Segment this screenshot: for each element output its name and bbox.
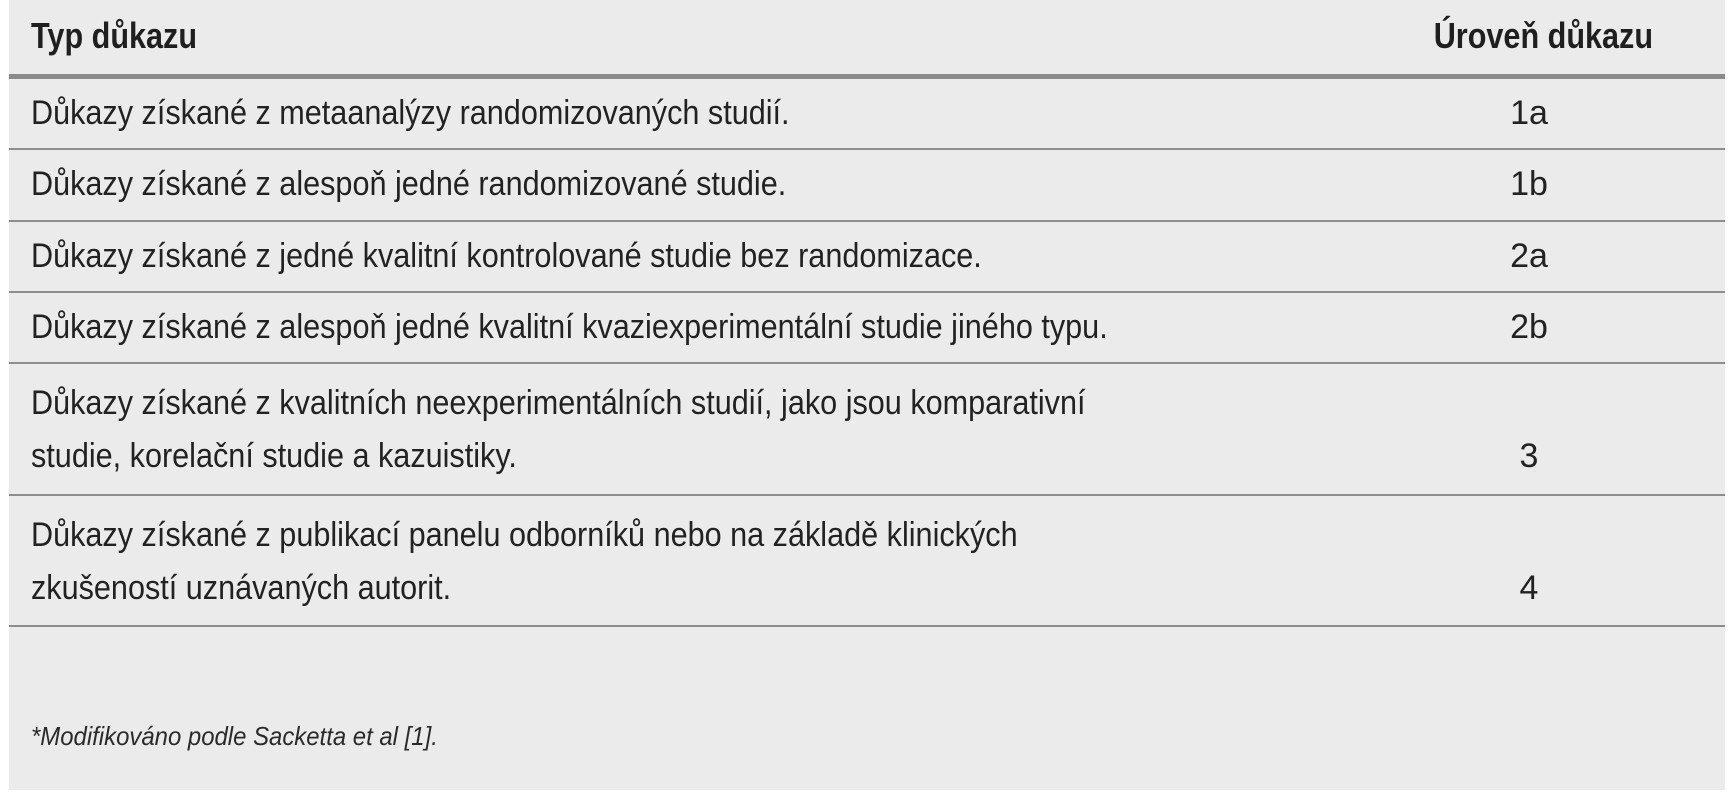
row-evidence-type: Důkazy získané z alespoň jedné kvalitní kvaziexperimentální studie jiného typu.	[31, 308, 1108, 346]
row-evidence-level: 4	[1519, 569, 1539, 607]
table-row	[9, 364, 1725, 496]
row-evidence-type: Důkazy získané z alespoň jedné randomizované studie.	[31, 165, 787, 203]
header-evidence-level: Úroveň důkazu	[1433, 15, 1653, 56]
header-evidence-type: Typ důkazu	[31, 15, 198, 56]
evidence-level-table	[9, 0, 1725, 790]
table-footnote: *Modifikováno podle Sacketta et al [1].	[31, 721, 438, 751]
row-evidence-level: 2a	[1510, 237, 1548, 275]
row-evidence-level: 3	[1519, 437, 1539, 475]
table-row	[9, 150, 1725, 222]
row-evidence-level: 1a	[1510, 94, 1548, 132]
row-evidence-type: Důkazy získané z metaanalýzy randomizovaných studií.	[31, 94, 790, 132]
row-evidence-level: 1b	[1510, 165, 1548, 203]
row-evidence-type-line-1: Důkazy získané z publikací panelu odborníků nebo na základě klinických	[31, 516, 1018, 554]
row-evidence-type-line-2: studie, korelační studie a kazuistiky.	[31, 437, 517, 475]
row-evidence-type-line-2: zkušeností uznávaných autorit.	[31, 569, 452, 607]
table-row	[9, 222, 1725, 293]
row-evidence-type: Důkazy získané z jedné kvalitní kontrolované studie bez randomizace.	[31, 237, 982, 275]
table-row	[9, 293, 1725, 364]
table-row	[9, 496, 1725, 627]
row-evidence-type-line-1: Důkazy získané z kvalitních neexperimentálních studií, jako jsou komparativní	[31, 384, 1086, 422]
row-evidence-level: 2b	[1510, 308, 1548, 346]
table-header-row	[9, 0, 1725, 74]
table-row	[9, 79, 1725, 150]
